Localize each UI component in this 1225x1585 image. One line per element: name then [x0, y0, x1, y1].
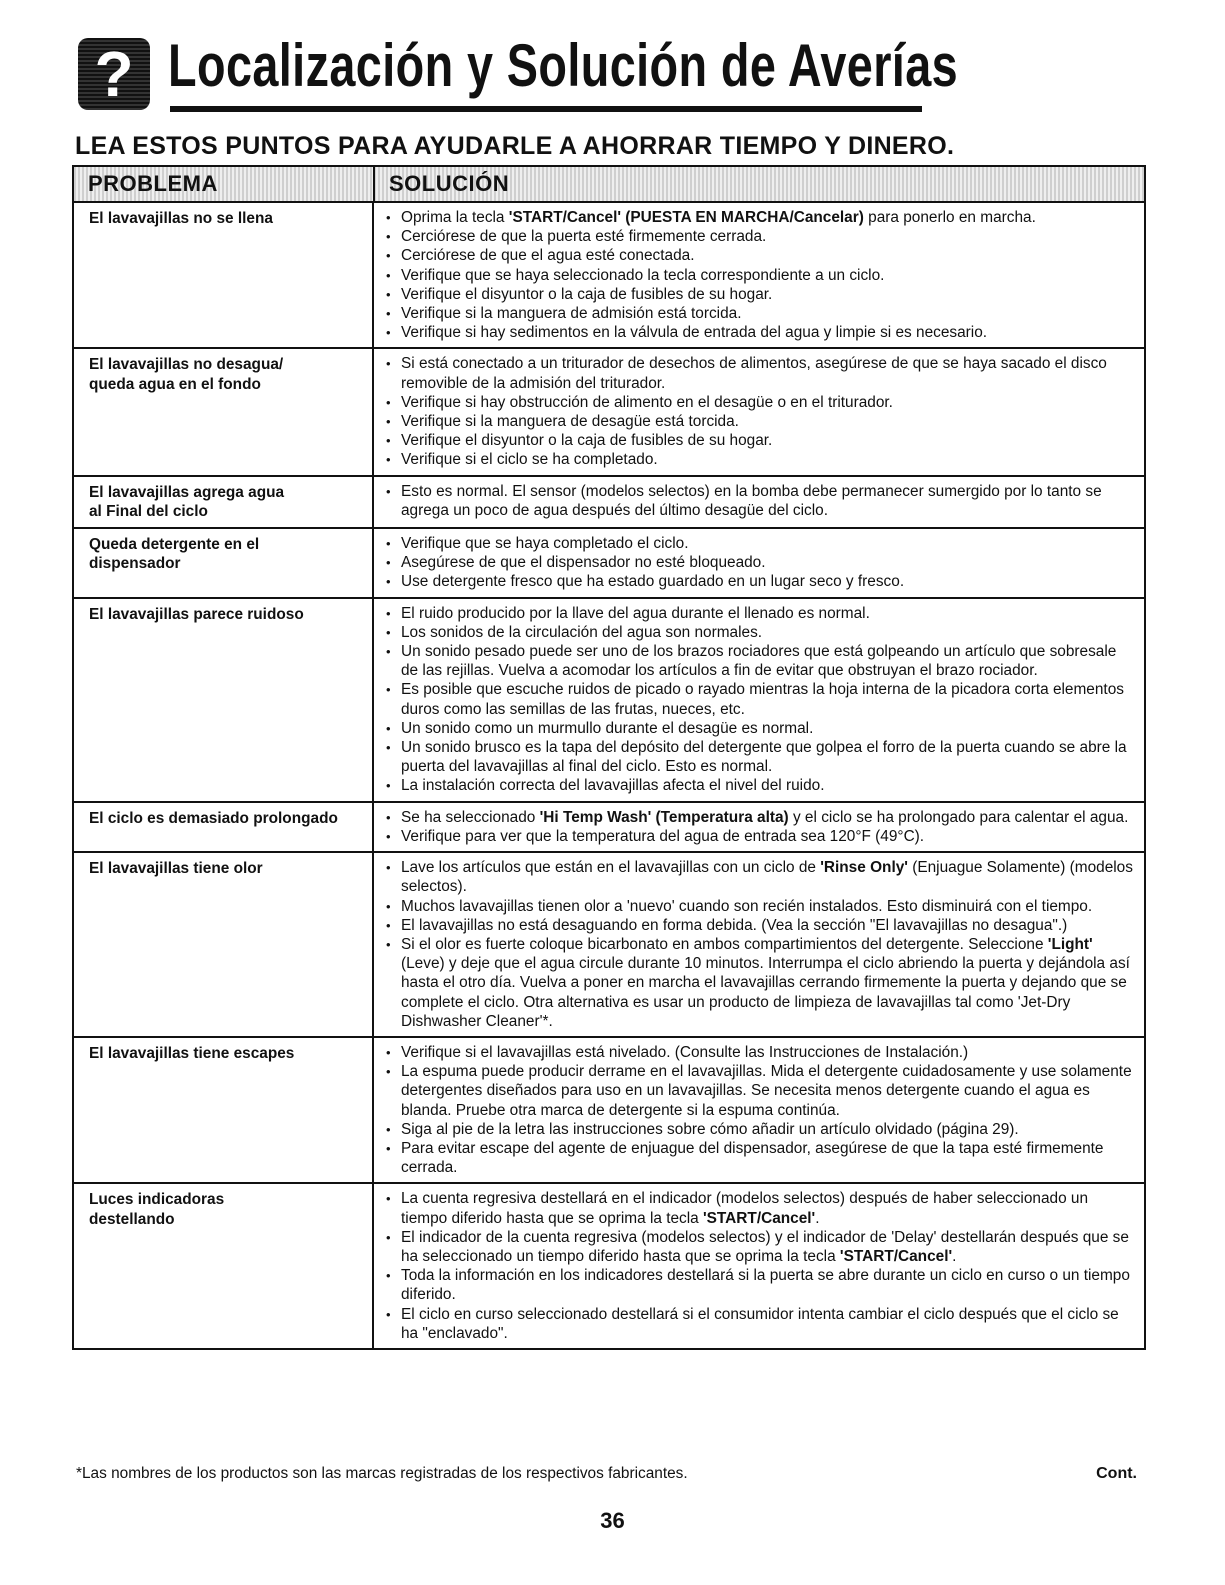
solution-list	[386, 534, 1136, 592]
solution-text: Muchos lavavajillas tienen olor a 'nuevo' cuando son recién instalados. Esto disminuirá con el tiempo.	[401, 897, 1093, 915]
solution-list	[386, 208, 1136, 342]
solution-text: (Enjuague Solamente) (modelos selectos).	[401, 859, 1133, 896]
solution-cell	[374, 599, 1144, 801]
table-row	[74, 803, 1144, 853]
troubleshooting-table	[72, 165, 1146, 1350]
solution-item	[386, 1305, 1136, 1343]
solution-item	[386, 1043, 1136, 1062]
solution-item	[386, 208, 1136, 227]
problem-cell: El lavavajillas no se llena	[74, 203, 374, 347]
solution-text: Cerciórese de que la puerta esté firmemente cerrada.	[401, 228, 767, 246]
solution-text: Asegúrese de que el dispensador no esté bloqueado.	[401, 554, 766, 572]
solution-text: El ciclo en curso seleccionado destellará si el consumidor intenta cambiar el ciclo después que el ciclo se ha "enclavado".	[401, 1305, 1119, 1342]
solution-text: Un sonido pesado puede ser uno de los brazos rociadores que está golpeando un artículo que sobresale de las rejillas. Vuelva a acomodar los artículos a fin de evitar que obstruyan el brazo rociador.	[401, 643, 1117, 680]
solution-cell	[374, 529, 1144, 597]
solution-item	[386, 534, 1136, 553]
solution-text: El lavavajillas no está desaguando en forma debida. (Vea la sección "El lavavajillas no desagua".)	[401, 916, 1068, 934]
solution-item	[386, 897, 1136, 916]
solution-item	[386, 642, 1136, 680]
table-row	[74, 1038, 1144, 1184]
solution-text: Un sonido como un murmullo durante el desagüe es normal.	[401, 719, 814, 737]
solution-text: La instalación correcta del lavavajillas afecta el nivel del ruido.	[401, 777, 825, 795]
table-header	[74, 167, 1144, 203]
solution-text: Verifique si hay obstrucción de alimento en el desagüe o en el triturador.	[401, 393, 893, 411]
solution-item	[386, 304, 1136, 323]
solution-text: Lave los artículos que están en el lavavajillas con un ciclo de	[401, 859, 821, 877]
solution-item	[386, 431, 1136, 450]
table-row	[74, 349, 1144, 476]
solution-text: (Leve) y deje que el agua circule durante 10 minutos. Interrumpa el ciclo abriendo la puerta y dejándola así hasta el otro día. Vuelva a poner en marcha el lavavajillas cerrando firmemente la puerta y dejando que se complete el ciclo. Otra alternativa es usar un producto de limpieza de lavavajillas tal como 'Jet-Dry Dishwasher Cleaner'*.	[401, 955, 1130, 1030]
problem-cell: El ciclo es demasiado prolongado	[74, 803, 374, 851]
solution-text: Un sonido brusco es la tapa del depósito del detergente que golpea el forro de la puerta cuando se abre la puerta del lavavajillas al final del ciclo. Esto es normal.	[401, 739, 1127, 776]
solution-cell	[374, 1184, 1144, 1348]
solution-text: Use detergente fresco que ha estado guardado en un lugar seco y fresco.	[401, 573, 905, 591]
table-row	[74, 853, 1144, 1038]
solution-item	[386, 719, 1136, 738]
solution-key-term: 'Rinse Only'	[820, 859, 908, 877]
solution-item	[386, 1189, 1136, 1227]
solution-text: Verifique si la manguera de admisión está torcida.	[401, 305, 742, 323]
solution-text: para ponerlo en marcha.	[863, 209, 1036, 226]
table-row	[74, 529, 1144, 599]
solution-text: Para evitar escape del agente de enjuague del dispensador, asegúrese de que la tapa esté firmemente cerrada.	[401, 1139, 1104, 1177]
solution-text: Verifique el disyuntor o la caja de fusibles de su hogar.	[401, 432, 773, 450]
solution-item	[386, 623, 1136, 642]
title-underline	[170, 106, 922, 112]
solution-text: La cuenta regresiva destellará en el indicador (modelos selectos) después de haber seleccionado un tiempo diferido hasta que se oprima la tecla	[401, 1190, 1089, 1227]
table-row	[74, 599, 1144, 803]
solution-item	[386, 1120, 1136, 1139]
solution-item	[386, 1266, 1136, 1304]
problem-cell: El lavavajillas parece ruidoso	[74, 599, 374, 801]
solution-text: .	[815, 1209, 820, 1227]
continued-label: Cont.	[1096, 1465, 1137, 1482]
solution-text: Verifique si la manguera de desagüe está torcida.	[401, 413, 739, 431]
solution-cell	[374, 349, 1144, 474]
solution-text: Verifique si el lavavajillas está nivelado. (Consulte las Instrucciones de Instalación.)	[401, 1043, 969, 1061]
solution-text: Esto es normal. El sensor (modelos selectos) en la bomba debe permanecer sumergido por lo tanto se agrega un poco de agua después del último desagüe del ciclo.	[401, 482, 1102, 519]
solution-text: Es posible que escuche ruidos de picado o rayado mientras la hoja interna de la picadora corta elementos duros como las semillas de las frutas, nueces, etc.	[401, 681, 1124, 718]
problem-cell: Luces indicadoras destellando	[74, 1184, 374, 1348]
solution-text: Toda la información en los indicadores destellará si la puerta se abre durante un ciclo en curso o un tiempo diferido.	[401, 1267, 1130, 1304]
solution-list	[386, 858, 1136, 1031]
solution-item	[386, 246, 1136, 265]
solution-list	[386, 354, 1136, 469]
solution-item	[386, 604, 1136, 623]
question-mark-icon: ?	[78, 38, 150, 110]
solution-text: Si el olor es fuerte coloque bicarbonato en ambos compartimientos del detergente. Seleccione	[401, 935, 1048, 953]
solution-item	[386, 916, 1136, 935]
solution-key-term: 'START/Cancel'	[703, 1209, 816, 1227]
solution-item	[386, 680, 1136, 718]
solution-key-term: 'START/Cancel' (PUESTA EN MARCHA/Cancelar)	[508, 209, 864, 226]
solution-key-term: 'Hi Temp Wash' (Temperatura alta)	[539, 808, 789, 826]
solution-item	[386, 858, 1136, 896]
solution-item	[386, 227, 1136, 246]
problem-cell: El lavavajillas tiene escapes	[74, 1038, 374, 1182]
solution-text: Oprima la tecla	[401, 209, 509, 226]
solution-text: Verifique para ver que la temperatura del agua de entrada sea 120°F (49°C).	[401, 827, 925, 845]
solution-item	[386, 776, 1136, 795]
problem-cell: Queda detergente en el dispensador	[74, 529, 374, 597]
solution-text: y el ciclo se ha prolongado para calentar el agua.	[788, 808, 1129, 826]
solution-item	[386, 827, 1136, 846]
solution-cell	[374, 853, 1144, 1036]
solution-item	[386, 412, 1136, 431]
solution-item	[386, 266, 1136, 285]
solution-text: El ruido producido por la llave del agua durante el llenado es normal.	[401, 604, 870, 622]
solution-item	[386, 553, 1136, 572]
solution-text: Los sonidos de la circulación del agua son normales.	[401, 623, 763, 641]
column-header-problem: PROBLEMA	[74, 167, 375, 201]
solution-item	[386, 285, 1136, 304]
solution-text: Verifique el disyuntor o la caja de fusibles de su hogar.	[401, 285, 773, 303]
page-subtitle: LEA ESTOS PUNTOS PARA AYUDARLE A AHORRAR TIEMPO Y DINERO.	[75, 132, 955, 160]
table-row	[74, 1184, 1144, 1350]
solution-text: Cerciórese de que el agua esté conectada.	[401, 247, 695, 265]
table-row	[74, 203, 1144, 349]
solution-text: Siga al pie de la letra las instrucciones sobre cómo añadir un artículo olvidado (página 29).	[401, 1120, 1019, 1138]
solution-cell	[374, 803, 1144, 851]
solution-item	[386, 1228, 1136, 1266]
solution-text: El indicador de la cuenta regresiva (modelos selectos) y el indicador de 'Delay' destellarán después que se ha seleccionado un tiempo diferido hasta que se oprima la tecla	[401, 1228, 1129, 1265]
solution-key-term: 'START/Cancel'	[839, 1247, 953, 1265]
solution-item	[386, 323, 1136, 342]
solution-key-term: 'Light'	[1047, 935, 1093, 953]
footnote: *Las nombres de los productos son las marcas registradas de los respectivos fabricantes.	[76, 1465, 688, 1482]
solution-list	[386, 808, 1136, 846]
solution-text: Verifique si el ciclo se ha completado.	[401, 451, 658, 469]
page-header	[78, 28, 959, 114]
solution-item	[386, 808, 1136, 827]
problem-cell: El lavavajillas no desagua/ queda agua en el fondo	[74, 349, 374, 474]
solution-item	[386, 450, 1136, 469]
solution-text: Verifique si hay sedimentos en la válvula de entrada del agua y limpie si es necesario.	[401, 324, 988, 342]
solution-item	[386, 482, 1136, 520]
problem-cell: El lavavajillas tiene olor	[74, 853, 374, 1036]
solution-cell	[374, 477, 1144, 527]
solution-item	[386, 935, 1136, 1031]
solution-text: La espuma puede producir derrame en el lavavajillas. Mida el detergente cuidadosamente y use solamente detergentes diseñados para uso en un lavavajillas. Se necesita menos detergente cuando el agua es blanda. Pruebe otra marca de detergente si la espuma continúa.	[401, 1063, 1132, 1119]
page-title: Localización y Solución de Averías	[168, 32, 959, 99]
solution-text: Verifique que se haya completado el ciclo.	[401, 535, 689, 553]
solution-list	[386, 604, 1136, 796]
column-header-solution: SOLUCIÓN	[389, 171, 510, 196]
solution-item	[386, 1062, 1136, 1120]
problem-cell: El lavavajillas agrega agua al Final del ciclo	[74, 477, 374, 527]
solution-text: Verifique que se haya seleccionado la tecla correspondiente a un ciclo.	[401, 266, 885, 284]
solution-item	[386, 1139, 1136, 1177]
solution-list	[386, 1043, 1136, 1177]
solution-cell	[374, 203, 1144, 347]
table-row	[74, 477, 1144, 529]
table-body	[74, 203, 1144, 1350]
solution-list	[386, 482, 1136, 520]
solution-item	[386, 393, 1136, 412]
solution-item	[386, 738, 1136, 776]
page-number: 36	[600, 1508, 625, 1533]
solution-item	[386, 354, 1136, 392]
solution-text: .	[952, 1247, 957, 1265]
solution-list	[386, 1189, 1136, 1343]
solution-text: Si está conectado a un triturador de desechos de alimentos, asegúrese de que se haya sacado el disco removible de la admisión del triturador.	[401, 355, 1107, 392]
solution-text: Se ha seleccionado	[401, 808, 540, 826]
solution-item	[386, 572, 1136, 591]
solution-cell	[374, 1038, 1144, 1182]
